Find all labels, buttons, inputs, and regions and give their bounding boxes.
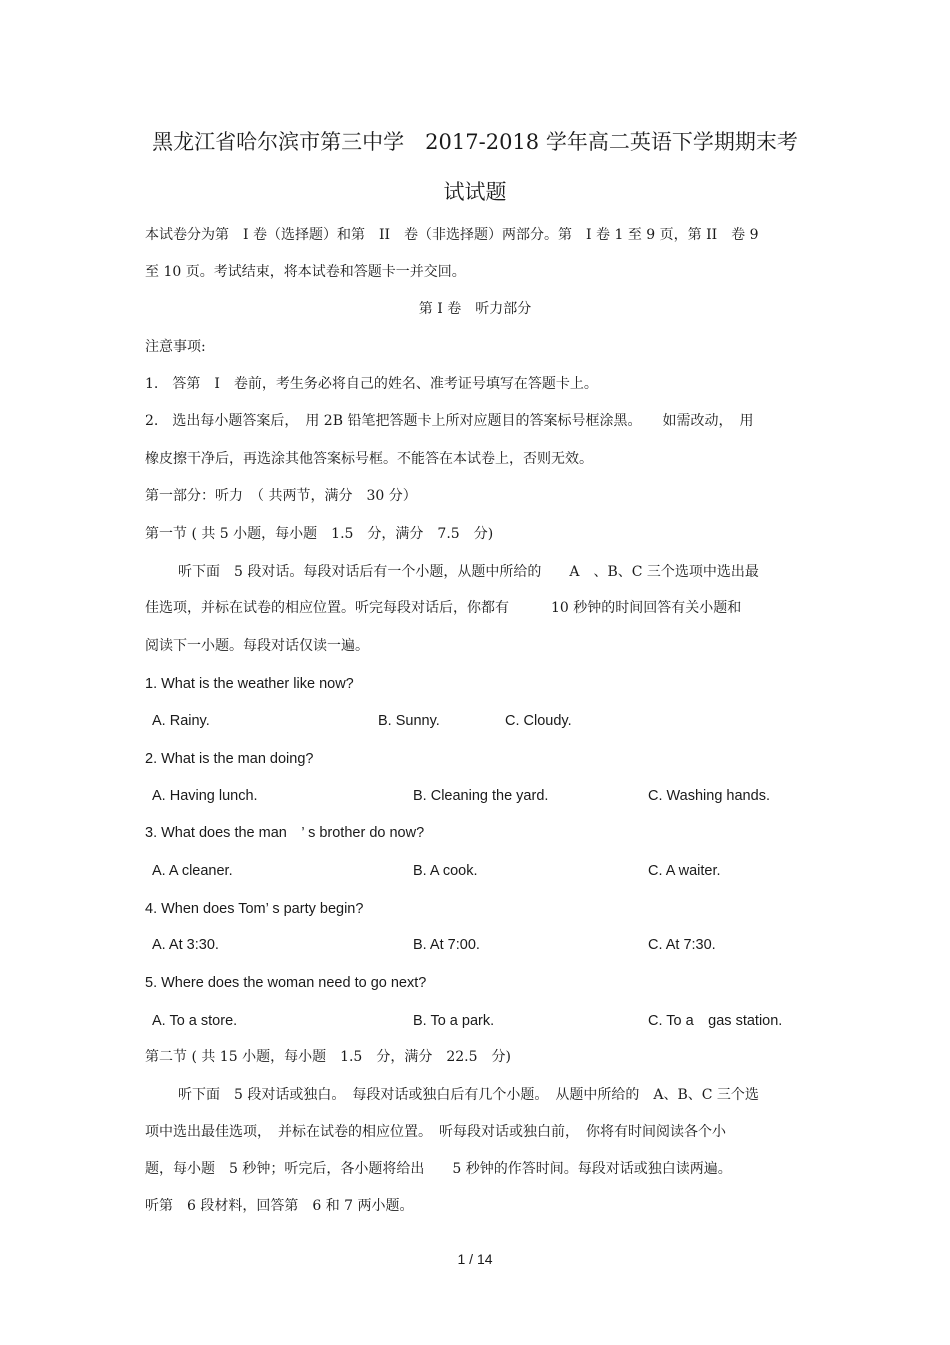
section2-instruction-line3: 题，每小题 5 秒钟；听完后，各小题将给出 5 秒钟的作答时间。每段对话或独白读两遍。 — [145, 1161, 732, 1177]
section2-instruction-line2: 项中选出最佳选项， 并标在试卷的相应位置。 听每段对话或独白前， 你将有时间阅读各个小 — [145, 1124, 726, 1140]
section1-instruction-line1: 听下面 5 段对话。每段对话后有一个小题，从题中所给的 A 、B、C 三个选项中选出最 — [178, 564, 759, 580]
question-2-option-c: C. Washing hands. — [648, 788, 770, 804]
part1-heading: 第一部分：听力 （ 共两节，满分 30 分） — [145, 488, 417, 504]
section1-heading: 第一节 ( 共 5 小题，每小题 1.5 分，满分 7.5 分) — [145, 526, 494, 542]
section2-heading: 第二节 ( 共 15 小题，每小题 1.5 分，满分 22.5 分) — [145, 1049, 511, 1065]
question-1-option-c: C. Cloudy. — [505, 713, 572, 729]
question-5: 5. Where does the woman need to go next? — [145, 975, 427, 991]
question-5-option-b: B. To a park. — [413, 1013, 495, 1029]
question-3: 3. What does the man ’ s brother do now? — [145, 825, 425, 841]
section1-instruction-line2: 佳选项，并标在试卷的相应位置。听完每段对话后，你都有 10 秒钟的时间回答有关小题和 — [145, 600, 742, 616]
notes-heading: 注意事项: — [145, 339, 206, 355]
question-2: 2. What is the man doing? — [145, 751, 314, 767]
section2-instruction-line1: 听下面 5 段对话或独白。 每段对话或独白后有几个小题。 从题中所给的 A、B、C 三个选 — [178, 1087, 759, 1103]
question-3-option-b: B. A cook. — [413, 863, 478, 879]
question-4-option-c: C. At 7:30. — [648, 937, 716, 953]
question-4-option-a: A. At 3:30. — [152, 937, 219, 953]
section-title: 第 I 卷 听力部分 — [418, 301, 532, 317]
notes-item-2-line2: 橡皮擦干净后，再选涂其他答案标号框。不能答在本试卷上，否则无效。 — [145, 451, 593, 467]
question-4-option-b: B. At 7:00. — [413, 937, 480, 953]
exam-title-line2: 试试题 — [443, 180, 507, 204]
question-4: 4. When does Tom’ s party begin? — [145, 901, 364, 917]
intro-line1: 本试卷分为第 I 卷（选择题）和第 II 卷（非选择题）两部分。第 I 卷 1 至 9 页，第 II 卷 9 — [145, 227, 759, 243]
section2-material-note: 听第 6 段材料，回答第 6 和 7 两小题。 — [145, 1198, 414, 1214]
question-1-option-a: A. Rainy. — [152, 713, 210, 729]
intro-line2: 至 10 页。考试结束，将本试卷和答题卡一并交回。 — [145, 264, 466, 280]
exam-title-line1: 黑龙江省哈尔滨市第三中学 2017-2018 学年高二英语下学期期末考 — [152, 130, 798, 154]
notes-item-1: 1. 答第 I 卷前，考生务必将自己的姓名、准考证号填写在答题卡上。 — [145, 376, 598, 392]
question-1: 1. What is the weather like now? — [145, 676, 354, 692]
question-3-option-c: C. A waiter. — [648, 863, 721, 879]
question-5-option-a: A. To a store. — [152, 1013, 238, 1029]
page-number: 1 / 14 — [457, 1251, 493, 1267]
section1-instruction-line3: 阅读下一小题。每段对话仅读一遍。 — [145, 638, 369, 654]
notes-item-2-line1: 2. 选出每小题答案后， 用 2B 铅笔把答题卡上所对应题目的答案标号框涂黑。 如需改动， 用 — [145, 413, 754, 429]
question-1-option-b: B. Sunny. — [378, 713, 440, 729]
question-2-option-a: A. Having lunch. — [152, 788, 258, 804]
question-2-option-b: B. Cleaning the yard. — [413, 788, 549, 804]
question-5-option-c: C. To a gas station. — [648, 1013, 783, 1029]
question-3-option-a: A. A cleaner. — [152, 863, 233, 879]
